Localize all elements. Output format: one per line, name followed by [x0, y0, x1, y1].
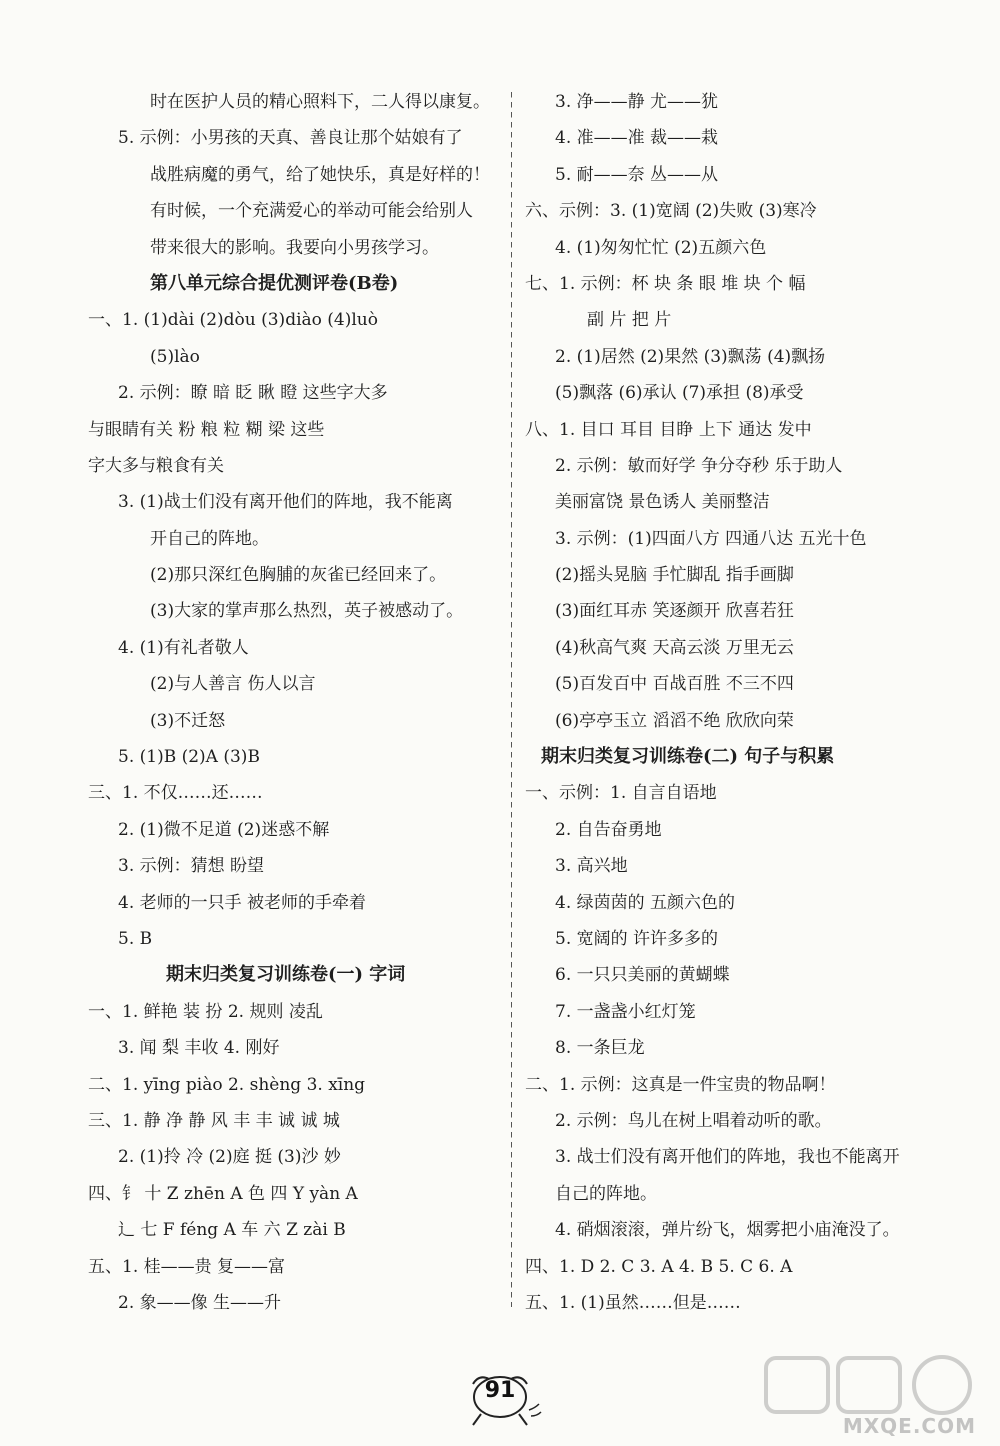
text-line: 6. 一只只美丽的黄蝴蝶	[555, 965, 730, 986]
text-line: 一、1. 鲜艳 装 扮 2. 规则 凌乱	[88, 1001, 323, 1022]
page-number-text: 91	[484, 1378, 516, 1403]
text-line: 与眼睛有关 粉 粮 粒 糊 梁 这些	[88, 419, 325, 440]
text-line: 五、1. (1)虽然……但是……	[525, 1292, 741, 1313]
text-line: 一、示例：1. 自言自语地	[525, 783, 717, 804]
text-line: 5. 宽阔的 许许多多的	[555, 928, 719, 949]
text-line: 有时候，一个充满爱心的举动可能会给别人	[150, 201, 473, 222]
text-line: 7. 一盏盏小红灯笼	[555, 1001, 696, 1022]
text-line: 字大多与粮食有关	[88, 455, 224, 476]
text-line: 8. 一条巨龙	[555, 1038, 645, 1059]
text-line: 自己的阵地。	[555, 1183, 657, 1204]
text-line: 四、1. D 2. C 3. A 4. B 5. C 6. A	[525, 1256, 793, 1277]
text-line: 战胜病魔的勇气，给了她快乐，真是好样的！	[150, 164, 490, 185]
section-title: 第八单元综合提优测评卷(B卷)	[150, 272, 399, 294]
text-line: 三、1. 不仅……还……	[88, 783, 263, 804]
text-line: 二、1. 示例：这真是一件宝贵的物品啊！	[525, 1074, 836, 1095]
text-line: 带来很大的影响。我要向小男孩学习。	[150, 237, 439, 258]
text-line: 3. 闻 梨 丰收 4. 刚好	[118, 1038, 280, 1059]
text-line: 5. (1)B (2)A (3)B	[118, 747, 260, 768]
text-line: 八、1. 目口 耳目 目睁 上下 通达 发中	[525, 419, 812, 440]
text-line: 5. B	[118, 928, 153, 949]
column-divider	[511, 92, 512, 1307]
text-line: 2. 示例：敏而好学 争分夺秒 乐于助人	[555, 455, 843, 476]
text-line: 5. 示例：小男孩的天真、善良让那个姑娘有了	[118, 128, 463, 149]
text-line: 3. 高兴地	[555, 856, 628, 877]
text-line: (4)秋高气爽 天高云淡 万里无云	[555, 637, 794, 658]
text-line: 辶 七 F féng A 车 六 Z zài B	[118, 1220, 346, 1241]
page-number	[455, 1370, 545, 1430]
text-line: 2. 自告奋勇地	[555, 819, 662, 840]
text-line: (6)亭亭玉立 滔滔不绝 欣欣向荣	[555, 710, 794, 731]
text-line: 3. 净——静 尤——犹	[555, 92, 719, 112]
text-line: (2)与人善言 伤人以言	[150, 674, 316, 695]
text-line: 3. (1)战士们没有离开他们的阵地，我不能离	[118, 492, 453, 513]
text-line: 2. (1)微不足道 (2)迷惑不解	[118, 819, 330, 840]
text-line: 2. 示例：瞭 暗 眨 瞅 瞪 这些字大多	[118, 383, 388, 404]
text-line: 2. (1)拎 冷 (2)庭 挺 (3)沙 妙	[118, 1147, 341, 1168]
text-line: (3)面红耳赤 笑逐颜开 欣喜若狂	[555, 601, 794, 622]
text-line: 3. 战士们没有离开他们的阵地，我也不能离开	[555, 1147, 900, 1168]
text-line: 时在医护人员的精心照料下，二人得以康复。	[150, 92, 490, 112]
text-line: (2)那只深红色胸脯的灰雀已经回来了。	[150, 565, 447, 586]
section-title: 期末归类复习训练卷(二) 句子与积累	[541, 746, 835, 768]
text-line: 4. 绿茵茵的 五颜六色的	[555, 892, 736, 913]
text-line: 4. 硝烟滚滚，弹片纷飞，烟雾把小庙淹没了。	[555, 1220, 900, 1241]
text-line: (5)百发百中 百战百胜 不三不四	[555, 674, 794, 695]
text-line: 美丽富饶 景色诱人 美丽整洁	[555, 492, 770, 513]
text-line: (5)飘落 (6)承认 (7)承担 (8)承受	[555, 383, 804, 404]
watermark-text: MXQE.COM	[842, 1414, 976, 1438]
section-title: 期末归类复习训练卷(一) 字词	[166, 964, 406, 986]
text-line: 五、1. 桂——贵 复——富	[88, 1256, 286, 1277]
text-line: 七、1. 示例：杯 块 条 眼 堆 块 个 幅	[525, 273, 806, 294]
text-line: 4. (1)有礼者敬人	[118, 637, 249, 658]
text-line: 4. (1)匆匆忙忙 (2)五颜六色	[555, 237, 767, 258]
text-line: 2. (1)居然 (2)果然 (3)飘荡 (4)飘扬	[555, 346, 826, 367]
text-line: (3)不迁怒	[150, 710, 226, 731]
text-line: (5)lào	[150, 346, 200, 367]
text-line: 4. 老师的一只手 被老师的手牵着	[118, 892, 367, 913]
text-line: 四、钅 十 Z zhēn A 色 四 Y yàn A	[88, 1183, 358, 1204]
watermark	[756, 1352, 986, 1442]
text-line: 开自己的阵地。	[150, 528, 269, 549]
text-line: 5. 耐——奈 丛——从	[555, 164, 719, 185]
text-line: 六、示例：3. (1)宽阔 (2)失败 (3)寒冷	[525, 201, 817, 222]
text-line: 二、1. yīng piào 2. shèng 3. xīng	[88, 1074, 366, 1095]
text-line: 一、1. (1)dài (2)dòu (3)diào (4)luò	[88, 310, 378, 331]
left-column	[88, 84, 508, 1321]
text-line: 2. 示例：鸟儿在树上唱着动听的歌。	[555, 1110, 832, 1131]
text-line: 副 片 把 片	[587, 310, 672, 331]
text-line: 三、1. 静 净 静 风 丰 丰 诚 诚 城	[88, 1110, 340, 1131]
text-line: (3)大家的掌声那么热烈，英子被感动了。	[150, 601, 464, 622]
text-line: 3. 示例：猜想 盼望	[118, 856, 265, 877]
right-column	[525, 84, 925, 1321]
text-line: 4. 准——准 裁——栽	[555, 128, 719, 149]
text-line: 2. 象——像 生——升	[118, 1292, 282, 1313]
text-line: 3. 示例：(1)四面八方 四通八达 五光十色	[555, 528, 867, 549]
text-line: (2)摇头晃脑 手忙脚乱 指手画脚	[555, 565, 794, 586]
